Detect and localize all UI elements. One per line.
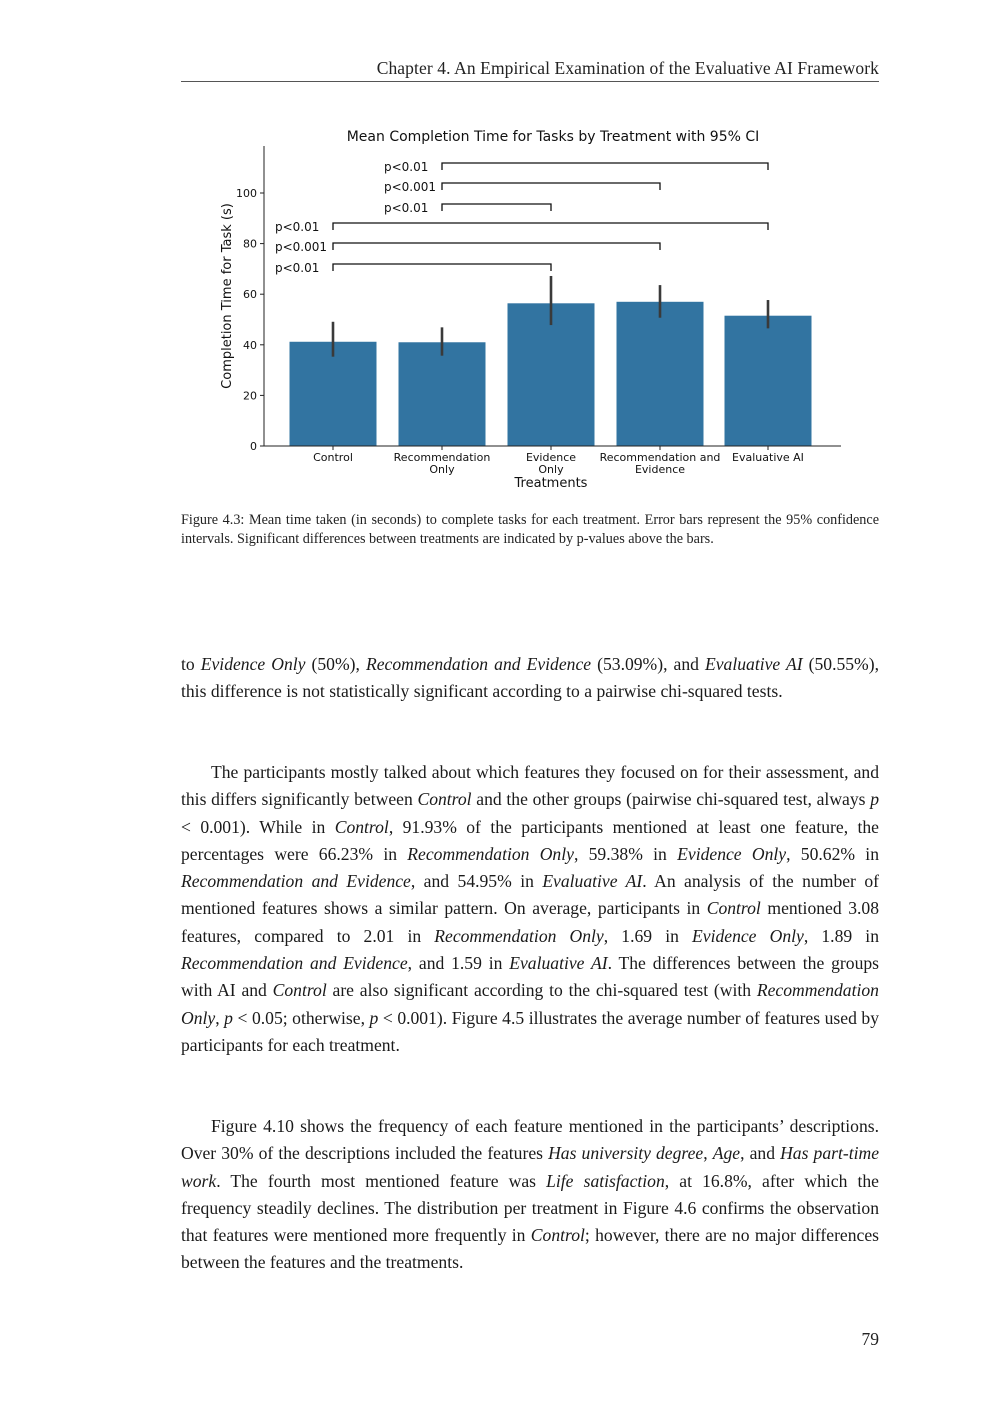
running-header: Chapter 4. An Empirical Examination of the Evaluative AI Framework: [376, 58, 879, 78]
y-tick-label: 0: [250, 440, 257, 453]
p-value-label: p<0.001: [275, 240, 328, 254]
p-value-label: p<0.01: [384, 160, 429, 174]
bar-chart: [200, 118, 880, 498]
significance-bracket: [333, 243, 660, 250]
chart-title: Mean Completion Time for Tasks by Treatment with 95% CI: [346, 129, 760, 145]
bar: [399, 342, 486, 446]
significance-bracket: [442, 183, 660, 190]
p-value-label: p<0.01: [275, 261, 320, 275]
paragraph-3: Figure 4.10 shows the frequency of each feature mentioned in the participants’ descriptions. Over 30% of the descriptions included the features Has university degree, Age, and Has part-time work. The fourth most mentioned feature was Life satisfaction, at 16.8%, after which the frequency steadily declines. The distribution per treatment in Figure 4.6 confirms the observation that features were mentioned more frequently in Control; however, there are no major differences between the features and the treatments.: [181, 1116, 880, 1273]
x-tick-label: Recommendation and: [599, 451, 721, 464]
y-tick-label: 100: [236, 187, 257, 200]
significance-bracket: [333, 223, 768, 230]
bar: [725, 316, 812, 446]
y-tick-label: 80: [243, 237, 257, 251]
x-axis-label: Treatments: [514, 476, 588, 491]
paragraph-2: The participants mostly talked about which features they focused on for their assessment, and this differs significantly between Control and the other groups (pairwise chi-squared test, always p < 0.001). While in Control, 91.93% of the participants mentioned at least one feature, the percentages were 66.23% in Recommendation Only, 59.38% in Evidence Only, 50.62% in Recommendation and Evidence, and 54.95% in Evaluative AI. An analysis of the number of mentioned features shows a similar pattern. On average, participants in Control mentioned 3.08 features, compared to 2.01 in Recommendation Only, 1.69 in Evidence Only, 1.89 in Recommendation and Evidence, and 1.59 in Evaluative AI. The differences between the groups with AI and Control are also significant according to the chi-squared test (with Recommendation Only, p < 0.05; otherwise, p < 0.001). Figure 4.5 illustrates the average number of features used by participants for each treatment.: [181, 762, 880, 1055]
bar: [617, 302, 704, 446]
header-rule: [181, 81, 879, 82]
y-tick-label: 60: [243, 288, 257, 302]
figure-caption: Figure 4.3: Mean time taken (in seconds) to complete tasks for each treatment. Error bars represent the 95% confidence intervals. Significant differences between treatments are indicated by p-values above the bars.: [181, 512, 879, 547]
significance-bracket: [333, 264, 551, 271]
y-tick-label: 20: [243, 389, 257, 403]
p-value-label: p<0.01: [275, 220, 320, 234]
p-value-label: p<0.001: [384, 180, 437, 194]
bar: [290, 342, 377, 446]
x-tick-label: Only: [429, 463, 455, 476]
x-tick-label: Only: [538, 463, 564, 476]
y-axis-label: Completion Time for Task (s): [220, 203, 235, 389]
significance-bracket: [442, 163, 768, 170]
x-tick-label: Control: [313, 451, 353, 464]
y-tick-label: 40: [243, 338, 257, 352]
x-tick-label: Evidence: [525, 451, 577, 464]
x-tick-label: Evidence: [634, 463, 686, 476]
page-number: 79: [861, 1329, 879, 1349]
p-value-label: p<0.01: [384, 201, 429, 215]
x-tick-label: Recommendation: [393, 451, 491, 464]
significance-bracket: [442, 204, 551, 211]
x-tick-label: Evaluative AI: [732, 451, 804, 464]
figure-4-3: [200, 118, 880, 498]
paragraph-1: to Evidence Only (50%), Recommendation and Evidence (53.09%), and Evaluative AI (50.55%), this difference is not statistically significant according to a pairwise chi-squared tests.: [181, 654, 879, 702]
